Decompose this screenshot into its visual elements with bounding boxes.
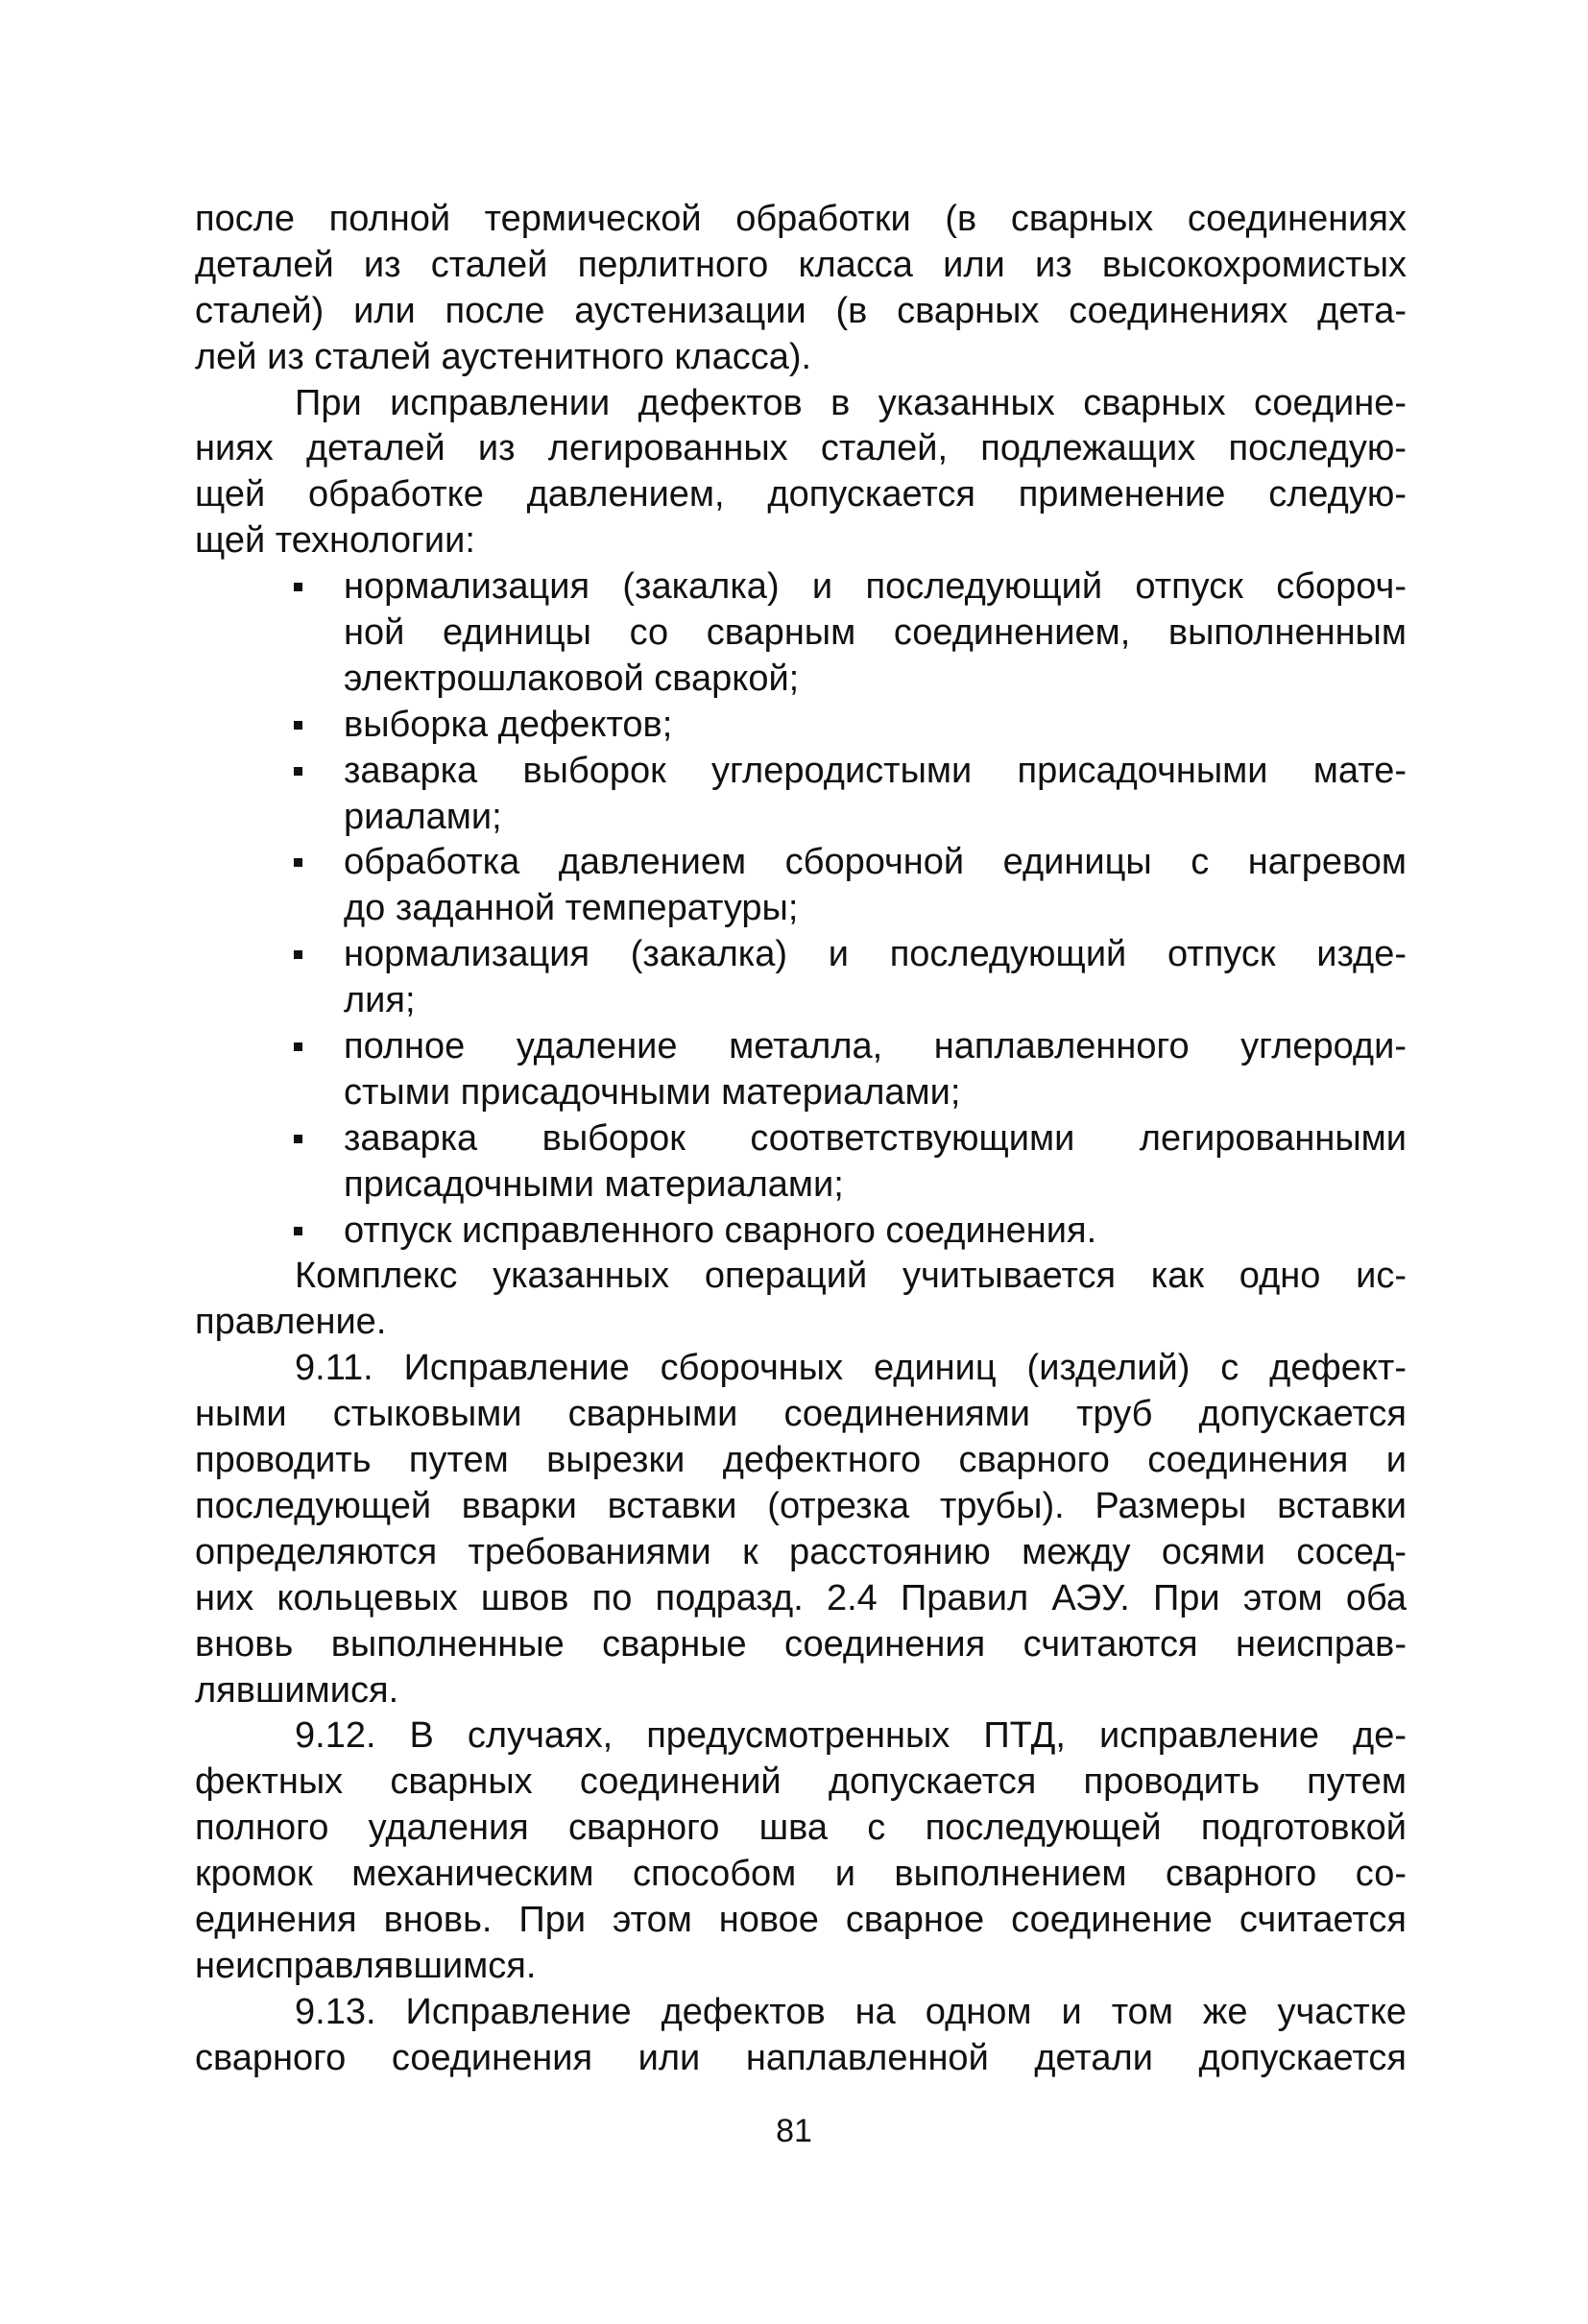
text-line	[195, 1392, 1407, 1438]
line-text: определяются требованиями к расстоянию между осями сосед-	[195, 1531, 1407, 1572]
line-text: кромок механическим способом и выполнением сварного со-	[195, 1854, 1407, 1895]
line-text: лия;	[344, 980, 416, 1021]
text-line	[195, 1990, 1407, 2036]
text-line	[195, 1300, 1407, 1346]
line-text: фектных сварных соединений допускается проводить путем	[195, 1761, 1407, 1803]
line-text: ной единицы со сварным соединением, выполненным	[344, 612, 1407, 654]
line-text: обработка давлением сборочной единицы с нагревом	[344, 842, 1407, 883]
line-text: проводить путем вырезки дефектного сварного соединения и	[195, 1440, 1407, 1481]
text-line	[195, 289, 1407, 335]
text-line	[195, 703, 1407, 749]
text-line	[195, 426, 1407, 472]
text-line	[195, 1713, 1407, 1760]
line-text: после полной термической обработки (в сварных соединениях	[195, 199, 1407, 239]
line-text: нормализация (закалка) и последующий отпуск изде-	[344, 934, 1407, 975]
bullet-icon	[294, 1042, 302, 1051]
line-text: единения вновь. При этом новое сварное соединение считается	[195, 1899, 1407, 1940]
line-text: присадочными материалами;	[344, 1163, 844, 1205]
bullet-icon	[294, 858, 302, 867]
line-text: щей технологии:	[195, 520, 475, 562]
text-line	[195, 657, 1407, 703]
line-text: Комплекс указанных операций учитывается как одно ис-	[295, 1256, 1407, 1297]
text-line	[195, 1346, 1407, 1392]
bullet-icon	[294, 950, 302, 959]
text-line	[195, 1576, 1407, 1622]
line-text: полное удаление металла, наплавленного углероди-	[344, 1026, 1407, 1067]
bullet-icon	[294, 1227, 302, 1235]
line-text: 9.12. В случаях, предусмотренных ПТД, исправление де-	[295, 1715, 1407, 1757]
text-line	[195, 1944, 1407, 1990]
text-line	[195, 335, 1407, 381]
text-line	[195, 1898, 1407, 1944]
line-text: до заданной температуры;	[344, 888, 799, 929]
text-line	[195, 243, 1407, 289]
line-text: электрошлаковой сваркой;	[344, 658, 800, 699]
text-line	[195, 886, 1407, 932]
text-line	[195, 1070, 1407, 1116]
text-line	[195, 1438, 1407, 1484]
line-text: них кольцевых швов по подразд. 2.4 Правил АЭУ. При этом оба	[195, 1577, 1407, 1618]
text-line	[195, 795, 1407, 841]
text-line	[195, 381, 1407, 427]
text-line	[195, 978, 1407, 1024]
text-line	[195, 1760, 1407, 1806]
line-text: стыми присадочными материалами;	[344, 1071, 961, 1113]
line-text: сварного соединения или наплавленной детали допускается	[195, 2037, 1407, 2078]
line-text: лей из сталей аустенитного класса).	[195, 336, 812, 377]
line-text: неисправлявшимся.	[195, 1945, 537, 1986]
line-text: ными стыковыми сварными соединениями труб допускается	[195, 1394, 1407, 1435]
line-text: 9.11. Исправление сборочных единиц (изделий) с дефект-	[295, 1348, 1407, 1389]
line-text: последующей вварки вставки (отрезка трубы). Размеры вставки	[195, 1485, 1407, 1526]
document-body	[195, 197, 1407, 2082]
text-line	[195, 1622, 1407, 1668]
text-line	[195, 1484, 1407, 1530]
text-line	[195, 749, 1407, 795]
text-line	[195, 1806, 1407, 1852]
text-line	[195, 932, 1407, 978]
text-line	[195, 1852, 1407, 1898]
line-text: правление.	[195, 1302, 387, 1343]
line-text: щей обработке давлением, допускается применение следую-	[195, 474, 1407, 515]
line-text: вновь выполненные сварные соединения считаются неисправ-	[195, 1623, 1407, 1665]
bullet-icon	[294, 767, 302, 776]
text-line	[195, 840, 1407, 886]
line-text: нормализация (закалка) и последующий отпуск сбороч-	[344, 566, 1407, 608]
bullet-icon	[294, 583, 302, 591]
line-text: отпуск исправленного сварного соединения.	[344, 1210, 1097, 1251]
text-line	[195, 564, 1407, 611]
text-line	[195, 1116, 1407, 1162]
line-text: 9.13. Исправление дефектов на одном и том же участке	[295, 1991, 1407, 2032]
text-line	[195, 611, 1407, 657]
text-line	[195, 1209, 1407, 1255]
line-text: лявшимися.	[195, 1669, 399, 1711]
line-text: При исправлении дефектов в указанных сварных соедине-	[295, 382, 1407, 423]
text-line	[195, 472, 1407, 518]
text-line	[195, 1530, 1407, 1576]
line-text: выборка дефектов;	[344, 704, 673, 745]
bullet-icon	[294, 721, 302, 730]
line-text: ниях деталей из легированных сталей, подлежащих последую-	[195, 428, 1407, 469]
line-text: полного удаления сварного шва с последующей подготовкой	[195, 1808, 1407, 1849]
text-line	[195, 2036, 1407, 2082]
text-line	[195, 518, 1407, 564]
line-text: заварка выборок углеродистыми присадочными мате-	[344, 750, 1407, 791]
line-text: риалами;	[344, 796, 502, 837]
bullet-icon	[294, 1135, 302, 1143]
text-line	[195, 1162, 1407, 1209]
line-text: деталей из сталей перлитного класса или из высокохромистых	[195, 244, 1407, 285]
text-line	[195, 1024, 1407, 1070]
text-line	[195, 1668, 1407, 1714]
line-text: заварка выборок соответствующими легированными	[344, 1117, 1407, 1159]
text-line	[195, 1254, 1407, 1300]
text-line	[195, 197, 1407, 243]
page-number: 81	[776, 2113, 812, 2149]
line-text: сталей) или после аустенизации (в сварных соединениях дета-	[195, 290, 1407, 331]
